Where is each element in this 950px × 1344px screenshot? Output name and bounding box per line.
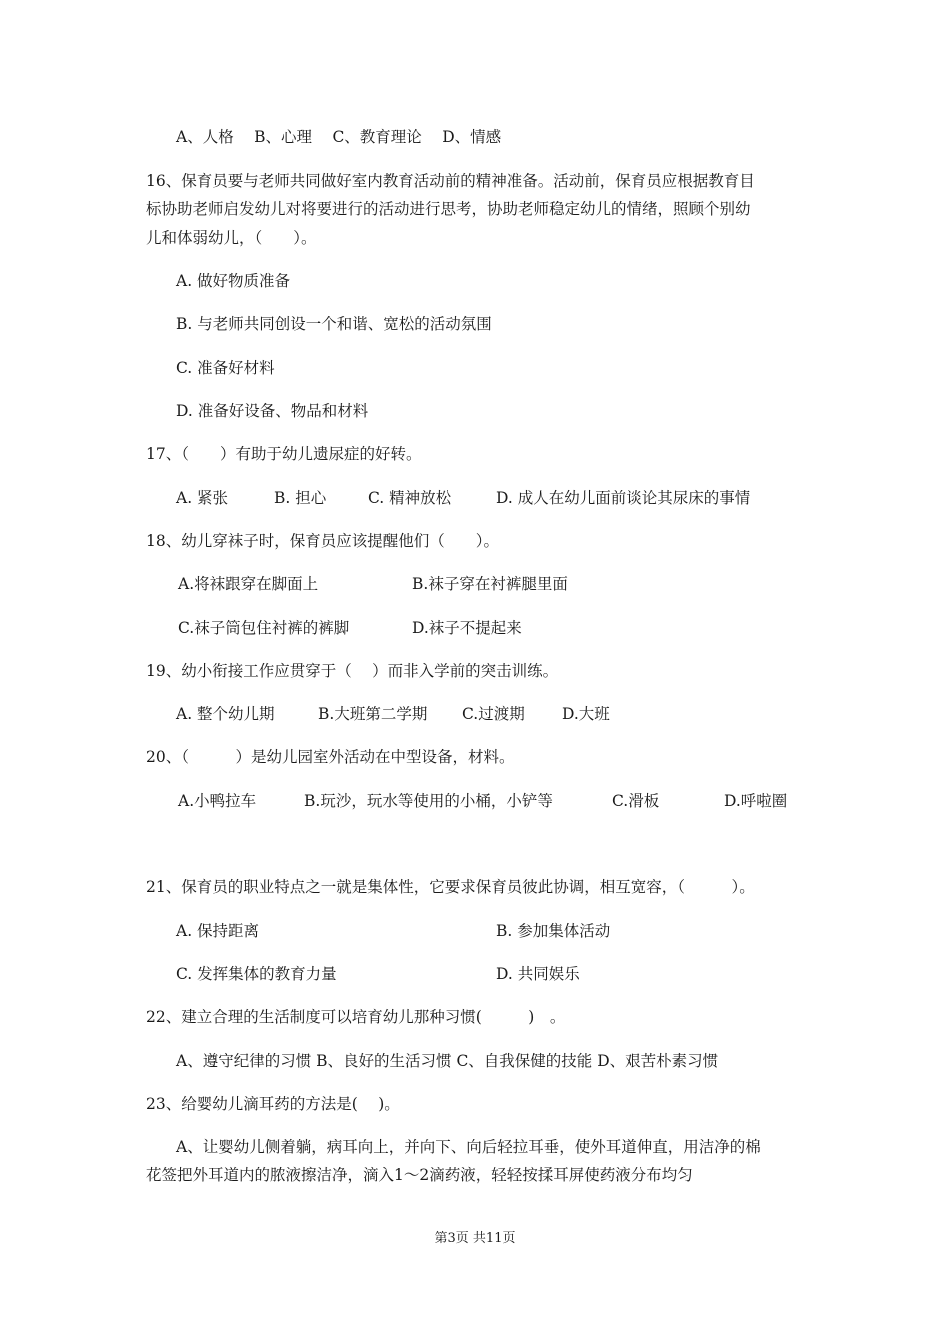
q17-option-b: B. 担心 [274, 489, 327, 507]
q18-option-d: D.袜子不提起来 [412, 619, 522, 637]
q18-option-a: A.将袜跟穿在脚面上 [178, 575, 319, 593]
q15-options: A、人格 B、心理 C、教育理论 D、情感 [176, 128, 502, 146]
q23-option-a-line1: A、让婴幼儿侧着躺，病耳向上，并向下、向后轻拉耳垂，使外耳道伸直，用洁净的棉 [176, 1138, 761, 1156]
q20-option-d: D.呼啦圈 [724, 792, 788, 810]
q16-stem-line3: 儿和体弱幼儿，（ ）。 [146, 229, 317, 247]
q18-option-b: B.袜子穿在衬裤腿里面 [412, 575, 568, 593]
q19-option-c: C.过渡期 [462, 705, 525, 723]
q21-option-a: A. 保持距离 [176, 922, 260, 940]
q20-option-c: C.滑板 [612, 792, 660, 810]
page-footer: 第3页 共11页 [434, 1231, 516, 1246]
q20-option-b: B.玩沙，玩水等使用的小桶，小铲等 [304, 792, 553, 810]
q19-option-a: A. 整个幼儿期 [176, 705, 275, 723]
q19-stem: 19、幼小衔接工作应贯穿于（ ）而非入学前的突击训练。 [146, 662, 559, 680]
q17-option-a: A. 紧张 [176, 489, 229, 507]
q16-option-b: B. 与老师共同创设一个和谐、宽松的活动氛围 [176, 315, 492, 333]
q21-option-c: C. 发挥集体的教育力量 [176, 965, 337, 983]
q23-stem: 23、给婴幼儿滴耳药的方法是( )。 [146, 1095, 400, 1113]
q18-option-c: C.袜子筒包住衬裤的裤脚 [178, 619, 350, 637]
q20-stem: 20、（ ）是幼儿园室外活动在中型设备，材料。 [146, 748, 515, 766]
q22-stem: 22、建立合理的生活制度可以培育幼儿那种习惯( ) 。 [146, 1008, 566, 1026]
q20-option-a: A.小鸭拉车 [178, 792, 257, 810]
q17-option-d: D. 成人在幼儿面前谈论其尿床的事情 [496, 489, 751, 507]
q17-option-c: C. 精神放松 [368, 489, 452, 507]
q16-option-a: A. 做好物质准备 [176, 272, 291, 290]
q22-options: A、遵守纪律的习惯 B、良好的生活习惯 C、自我保健的技能 D、艰苦朴素习惯 [176, 1052, 719, 1070]
q17-stem: 17、（ ）有助于幼儿遗尿症的好转。 [146, 445, 422, 463]
q18-stem: 18、幼儿穿袜子时，保育员应该提醒他们（ ）。 [146, 532, 499, 550]
q21-option-b: B. 参加集体活动 [496, 922, 611, 940]
q21-option-d: D. 共同娱乐 [496, 965, 580, 983]
q21-stem: 21、保育员的职业特点之一就是集体性，它要求保育员彼此协调，相互宽容，（ ）。 [146, 878, 755, 896]
q16-stem-line2: 标协助老师启发幼儿对将要进行的活动进行思考，协助老师稳定幼儿的情绪，照顾个别幼 [146, 200, 751, 218]
q16-stem-line1: 16、保育员要与老师共同做好室内教育活动前的精神准备。活动前，保育员应根据教育目 [146, 172, 755, 190]
q19-option-b: B.大班第二学期 [318, 705, 428, 723]
q23-option-a-line2: 花签把外耳道内的脓液擦洁净，滴入1～2滴药液，轻轻按揉耳屏使药液分布均匀 [146, 1166, 693, 1184]
q16-option-c: C. 准备好材料 [176, 359, 275, 377]
q19-option-d: D.大班 [562, 705, 610, 723]
q16-option-d: D. 准备好设备、物品和材料 [176, 402, 369, 420]
